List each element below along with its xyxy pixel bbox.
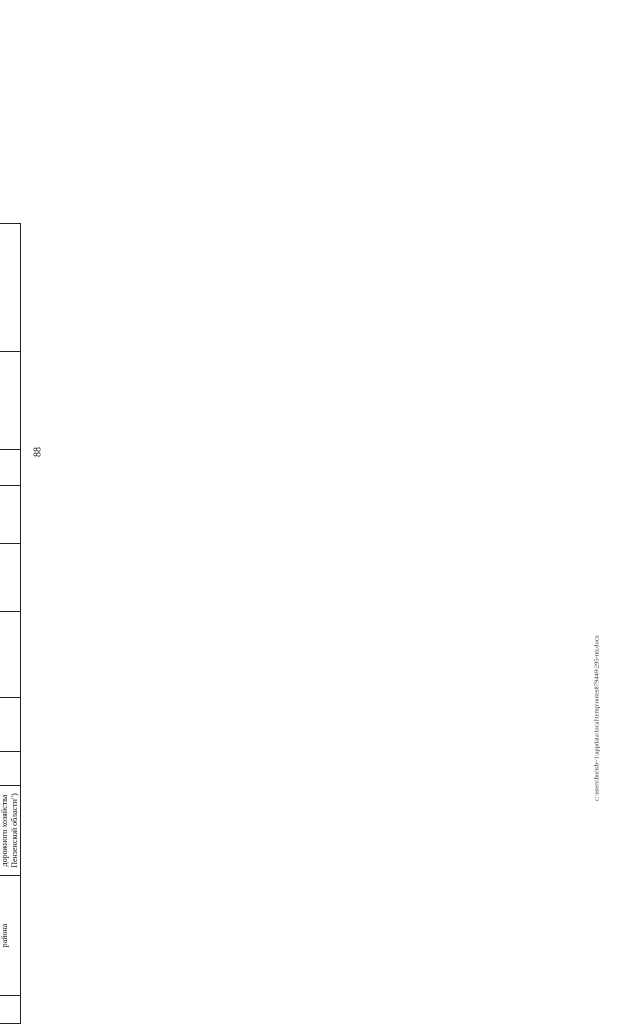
row-result [0,352,20,450]
row-name: района [0,876,20,996]
row-federal [0,544,20,612]
row-executor: дорожного хозяйства Пензенской области") [0,786,20,876]
row-regional [0,612,20,698]
program-table [0,223,21,1024]
page-number: 88 [32,447,44,457]
table-row [0,224,20,1024]
row-other [0,450,20,486]
rotated-table-wrapper [0,224,310,1024]
row-code [0,996,20,1024]
row-total [0,698,20,752]
row-local [0,486,20,544]
row-indicators [0,224,20,352]
row-years [0,752,20,786]
footer-file-path: c:\users\borisb~1\appdata\local\temp\notes879449\295-пп.docx [593,635,601,801]
